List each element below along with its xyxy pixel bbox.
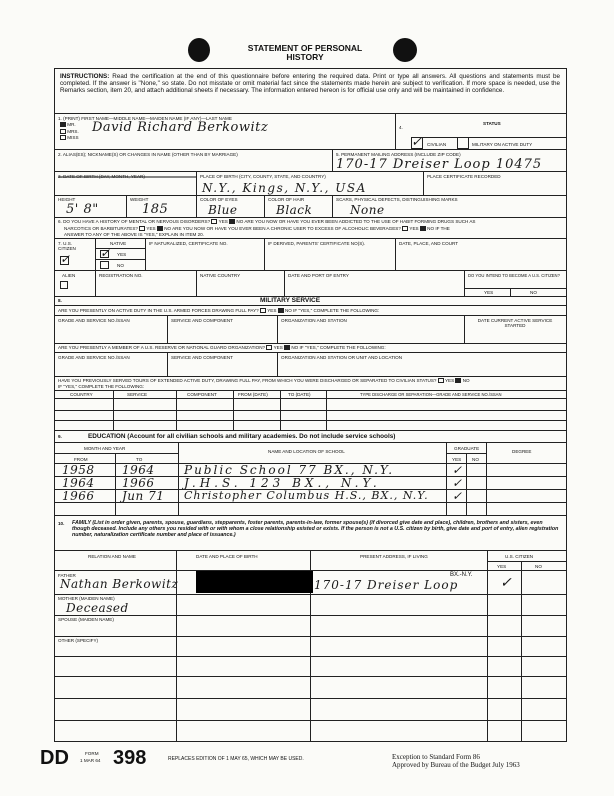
military-col-to: TO (DATE) bbox=[288, 392, 311, 397]
military-q2-yes-checkbox[interactable] bbox=[266, 345, 272, 350]
footer-dd: DD bbox=[40, 747, 69, 769]
military-col-component: COMPONENT bbox=[187, 392, 217, 397]
family-mother-label: MOTHER (MAIDEN NAME) bbox=[58, 596, 115, 601]
family-father-name[interactable]: Nathan Berkowitz bbox=[60, 577, 179, 591]
native-yes-label: YES bbox=[117, 252, 127, 257]
edu-row2-grad: ✓ bbox=[452, 476, 463, 490]
q6-line1: 6. DO YOU HAVE A HISTORY OF MENTAL OR NERVOUS DISORDERS? YES NO ARE YOU NOW OR HAVE YOU EVER BEEN ADDICTED TO THE USE OF HABIT FORMING DRUGS SUCH AS bbox=[58, 219, 476, 224]
cert-label: PLACE CERTIFICATE RECORDED bbox=[427, 174, 501, 179]
ink-blot-right bbox=[393, 38, 417, 62]
height-label: HEIGHT bbox=[58, 197, 76, 202]
edu-row3-school[interactable]: Christopher Columbus H.S., BX., N.Y. bbox=[184, 489, 429, 502]
edu-month-year-label: MONTH AND YEAR bbox=[84, 446, 126, 451]
weight-value[interactable]: 185 bbox=[142, 202, 169, 217]
checkbox-miss[interactable] bbox=[60, 135, 66, 140]
family-spouse-label: SPOUSE (MAIDEN NAME) bbox=[58, 617, 114, 622]
family-mother-value[interactable]: Deceased bbox=[66, 601, 129, 615]
family-no-label: NO bbox=[535, 564, 542, 569]
weight-label: WEIGHT bbox=[130, 197, 149, 202]
edu-row1-from[interactable]: 1958 bbox=[62, 463, 95, 477]
family-relation-label: RELATION AND NAME bbox=[88, 554, 136, 559]
family-yes-label: YES bbox=[497, 564, 507, 569]
military-q1-no-checkbox[interactable] bbox=[278, 308, 284, 313]
q6a-no-checkbox[interactable] bbox=[229, 219, 235, 224]
status-military-box[interactable] bbox=[457, 137, 469, 149]
family-num: 10. bbox=[58, 521, 65, 526]
family-citizen-label: U.S. CITIZEN bbox=[505, 554, 534, 559]
edu-no-label: NO bbox=[472, 457, 479, 462]
us-citizen-check: ✓ bbox=[60, 252, 71, 266]
q6c-no-checkbox[interactable] bbox=[420, 226, 426, 231]
education-title: EDUCATION (Account for all civilian schools and military academies. Do not include service schools) bbox=[88, 433, 396, 440]
status-check: ✓ bbox=[411, 135, 423, 150]
status-label: STATUS bbox=[483, 121, 501, 126]
ink-blot-left bbox=[188, 38, 210, 62]
edu-degree-label: DEGREE bbox=[512, 449, 532, 454]
military-q2: ARE YOU PRESENTLY A MEMBER OF A U.S. RESERVE OR NATIONAL GUARD ORGANIZATION? YES NO IF "YES," COMPLETE THE FOLLOWING: bbox=[58, 345, 386, 350]
edu-graduate-label: GRADUATE bbox=[454, 446, 480, 451]
edu-to-label: TO bbox=[136, 457, 143, 462]
edu-row1-school[interactable]: Public School 77 BX., N.Y. bbox=[184, 463, 395, 477]
q6c-yes-checkbox[interactable] bbox=[402, 226, 408, 231]
military-q3-tail: IF "YES," COMPLETE THE FOLLOWING: bbox=[58, 384, 145, 389]
family-father-label: FATHER bbox=[58, 573, 76, 578]
footer-form-date: 1 MAR 64 bbox=[80, 758, 101, 763]
q6a-yes-checkbox[interactable] bbox=[211, 219, 217, 224]
edu-row2-to[interactable]: 1966 bbox=[122, 476, 155, 490]
status-civilian-label: CIVILIAN bbox=[427, 142, 447, 147]
q6-line2: NARCOTICS OR BARBITURATES? YES NO ARE YOU NOW OR HAVE YOU EVER BEEN A CHRONIC USER TO EXCESS OF ALCOHOLIC BEVERAGES? YES NO IF THE bbox=[64, 226, 450, 231]
hair-label: COLOR OF HAIR bbox=[268, 197, 305, 202]
address-value[interactable]: 170-17 Dreiser Loop 10475 bbox=[336, 157, 543, 172]
footer-form-label: FORM bbox=[85, 751, 99, 756]
form-title-line1: STATEMENT OF PERSONAL bbox=[247, 43, 363, 53]
military-q3-yes-checkbox[interactable] bbox=[438, 378, 444, 383]
military-q3: HAVE YOU PREVIOUSLY SERVED TOURS OF EXTENDED ACTIVE DUTY, DRAWING FULL PAY, FROM WHICH YOU WERE DISCHARGED OR SEPARATED TO CIVILIAN STATUS? YES NO bbox=[58, 378, 470, 383]
instructions-text: Read the certification at the end of this questionnaire before entering the required data. Print or type all answers. All questions and statements must be completed. If the answer is "None," so state. Do not misstate or omit material fact since the statements made herein are subject to verification. If more space is needed, use the Remarks section, item 20, and attach additional sheets if necessary. The information entered hereon is for official use only and will be maintained in confidence. bbox=[60, 73, 560, 95]
family-father-address-note: BX.-N.Y. bbox=[450, 572, 473, 578]
title-checkboxes: MR. MRS. MISS bbox=[60, 122, 79, 142]
form-title bbox=[230, 44, 380, 62]
instructions-label: INSTRUCTIONS: bbox=[60, 73, 110, 80]
name-label: 1. (PRINT) FIRST NAME—MIDDLE NAME—MAIDEN NAME (IF ANY)—LAST NAME bbox=[58, 116, 232, 121]
military-title: MILITARY SERVICE bbox=[260, 297, 321, 304]
military-date-current-label: DATE CURRENT ACTIVE SERVICE STARTED bbox=[477, 318, 553, 328]
pob-value[interactable]: N.Y., Kings, N.Y., USA bbox=[202, 181, 367, 195]
military-col-service: SERVICE bbox=[127, 392, 148, 397]
section4-num: 4. bbox=[399, 125, 403, 130]
registration-label: REGISTRATION NO. bbox=[99, 273, 143, 278]
alien-label: ALIEN bbox=[62, 273, 76, 278]
edu-row3-to[interactable]: Jun 71 bbox=[122, 489, 165, 503]
family-other-label: OTHER (SPECIFY) bbox=[58, 638, 99, 643]
native-yes-check: ✓ bbox=[100, 246, 111, 260]
q6b-yes-checkbox[interactable] bbox=[139, 226, 145, 231]
military-col-from: FROM (DATE) bbox=[238, 392, 268, 397]
date-place-court-label: DATE, PLACE, AND COURT bbox=[399, 241, 459, 246]
military-q3-no-checkbox[interactable] bbox=[455, 378, 461, 383]
footer-replaces: REPLACES EDITION OF 1 MAY 65, WHICH MAY BE USED. bbox=[168, 756, 304, 762]
footer-exception-line2: Approved by Bureau of the Budget July 1963 bbox=[392, 761, 520, 769]
derived-label: IF DERIVED, PARENTS' CERTIFICATE NO(S). bbox=[268, 241, 366, 246]
dob-strike bbox=[58, 176, 196, 178]
military-service-label: SERVICE AND COMPONENT bbox=[171, 318, 233, 323]
intend-no[interactable]: NO bbox=[530, 290, 537, 295]
pob-label: PLACE OF BIRTH (CITY, COUNTY, STATE, AND COUNTRY) bbox=[200, 174, 326, 179]
us-citizen-label: 7. U.S. CITIZEN bbox=[58, 241, 76, 251]
edu-row3-from[interactable]: 1966 bbox=[62, 489, 95, 503]
redaction-father-dob bbox=[196, 571, 313, 593]
naturalized-label: IF NATURALIZED, CERTIFICATE NO. bbox=[149, 241, 228, 246]
checkbox-mrs[interactable] bbox=[60, 129, 66, 134]
q6b-no-checkbox[interactable] bbox=[157, 226, 163, 231]
military-service-label-2: SERVICE AND COMPONENT bbox=[171, 355, 233, 360]
address-label: 5. PERMANENT MAILING ADDRESS (INCLUDE ZIP CODE) bbox=[336, 152, 461, 157]
military-org-label: ORGANIZATION AND STATION bbox=[281, 318, 347, 323]
footer-exception bbox=[392, 753, 520, 769]
footer-form-num: 398 bbox=[113, 747, 147, 769]
checkbox-mr[interactable] bbox=[60, 122, 66, 127]
military-org-unit-label: ORGANIZATION AND STATION OR UNIT AND LOCATION bbox=[281, 355, 403, 360]
military-q2-no-checkbox[interactable] bbox=[284, 345, 290, 350]
scars-value[interactable]: None bbox=[350, 203, 385, 217]
height-value[interactable]: 5' 8" bbox=[66, 202, 99, 217]
name-value[interactable]: David Richard Berkowitz bbox=[92, 120, 269, 135]
military-q1-yes-checkbox[interactable] bbox=[260, 308, 266, 313]
family-dob-label: DATE AND PLACE OF BIRTH bbox=[196, 554, 258, 559]
intend-yes[interactable]: YES bbox=[484, 290, 494, 295]
edu-row3-grad: ✓ bbox=[452, 489, 463, 503]
native-country-label: NATIVE COUNTRY bbox=[200, 273, 241, 278]
footer-exception-line1: Exception to Standard Form 86 bbox=[392, 753, 480, 761]
eyes-label: COLOR OF EYES bbox=[200, 197, 238, 202]
edu-row2-school[interactable]: J.H.S. 123 BX., N.Y. bbox=[184, 476, 381, 490]
military-grade-label-2: GRADE AND SERVICE NO./SSAN bbox=[58, 355, 130, 360]
military-col-country: COUNTRY bbox=[70, 392, 93, 397]
aliases-label: 2. ALIAS(ES); NICKNAME(S) OR CHANGES IN NAME (OTHER THAN BY MARRIAGE) bbox=[58, 152, 238, 157]
edu-yes-label: YES bbox=[452, 457, 462, 462]
form-title-line2: HISTORY bbox=[286, 52, 324, 62]
edu-from-label: FROM bbox=[74, 457, 88, 462]
date-port-label: DATE AND PORT OF ENTRY bbox=[288, 273, 349, 278]
status-military-label: MILITARY ON ACTIVE DUTY bbox=[472, 142, 533, 147]
intend-label: DO YOU INTEND TO BECOME A U.S. CITIZEN? bbox=[468, 273, 560, 278]
family-father-citizen-check: ✓ bbox=[500, 575, 513, 591]
native-no-label: NO bbox=[117, 263, 124, 268]
q6-line3: ANSWER TO ANY OF THE ABOVE IS "YES," EXPLAIN IN ITEM 20. bbox=[64, 232, 205, 237]
family-text: FAMILY (List in order given, parents, spouse, guardians, stepparents, foster parents, parents-in-law, former spouse(s) (if divorced give date and place), children, brothers and sisters, even though deceased. Include any others you resided with or with whom a close relationship existed or exists. If the person is not a U.S. citizen by birth, give date and port of entry, alien registration number, naturalization certificate number and place of issuance.) bbox=[72, 520, 559, 538]
native-label: NATIVE bbox=[110, 241, 127, 246]
family-father-address[interactable]: 170-17 Dreiser Loop bbox=[314, 578, 459, 592]
scars-label: SCARS, PHYSICAL DEFECTS, DISTINGUISHING MARKS bbox=[336, 197, 458, 202]
military-col-type: TYPE DISCHARGE OR SEPARATION—GRADE AND SERVICE NO./SSAN bbox=[360, 392, 502, 397]
edu-row1-to[interactable]: 1964 bbox=[122, 463, 155, 477]
military-num: 8. bbox=[58, 298, 62, 303]
instructions-block bbox=[60, 73, 560, 95]
native-no-box[interactable] bbox=[100, 261, 109, 269]
edu-row2-from[interactable]: 1964 bbox=[62, 476, 95, 490]
military-grade-label: GRADE AND SERVICE NO./SSAN bbox=[58, 318, 130, 323]
edu-row1-grad: ✓ bbox=[452, 463, 463, 477]
military-q1: ARE YOU PRESENTLY ON ACTIVE DUTY IN THE U.S. ARMED FORCES DRAWING FULL PAY? YES NO IF "YES," COMPLETE THE FOLLOWING: bbox=[58, 308, 380, 313]
hair-value[interactable]: Black bbox=[276, 203, 313, 217]
edu-school-label: NAME AND LOCATION OF SCHOOL bbox=[268, 449, 345, 454]
eyes-value[interactable]: Blue bbox=[208, 203, 238, 217]
alien-checkbox[interactable] bbox=[60, 281, 68, 289]
education-num: 9. bbox=[58, 434, 62, 439]
family-address-label: PRESENT ADDRESS, IF LIVING bbox=[360, 554, 428, 559]
